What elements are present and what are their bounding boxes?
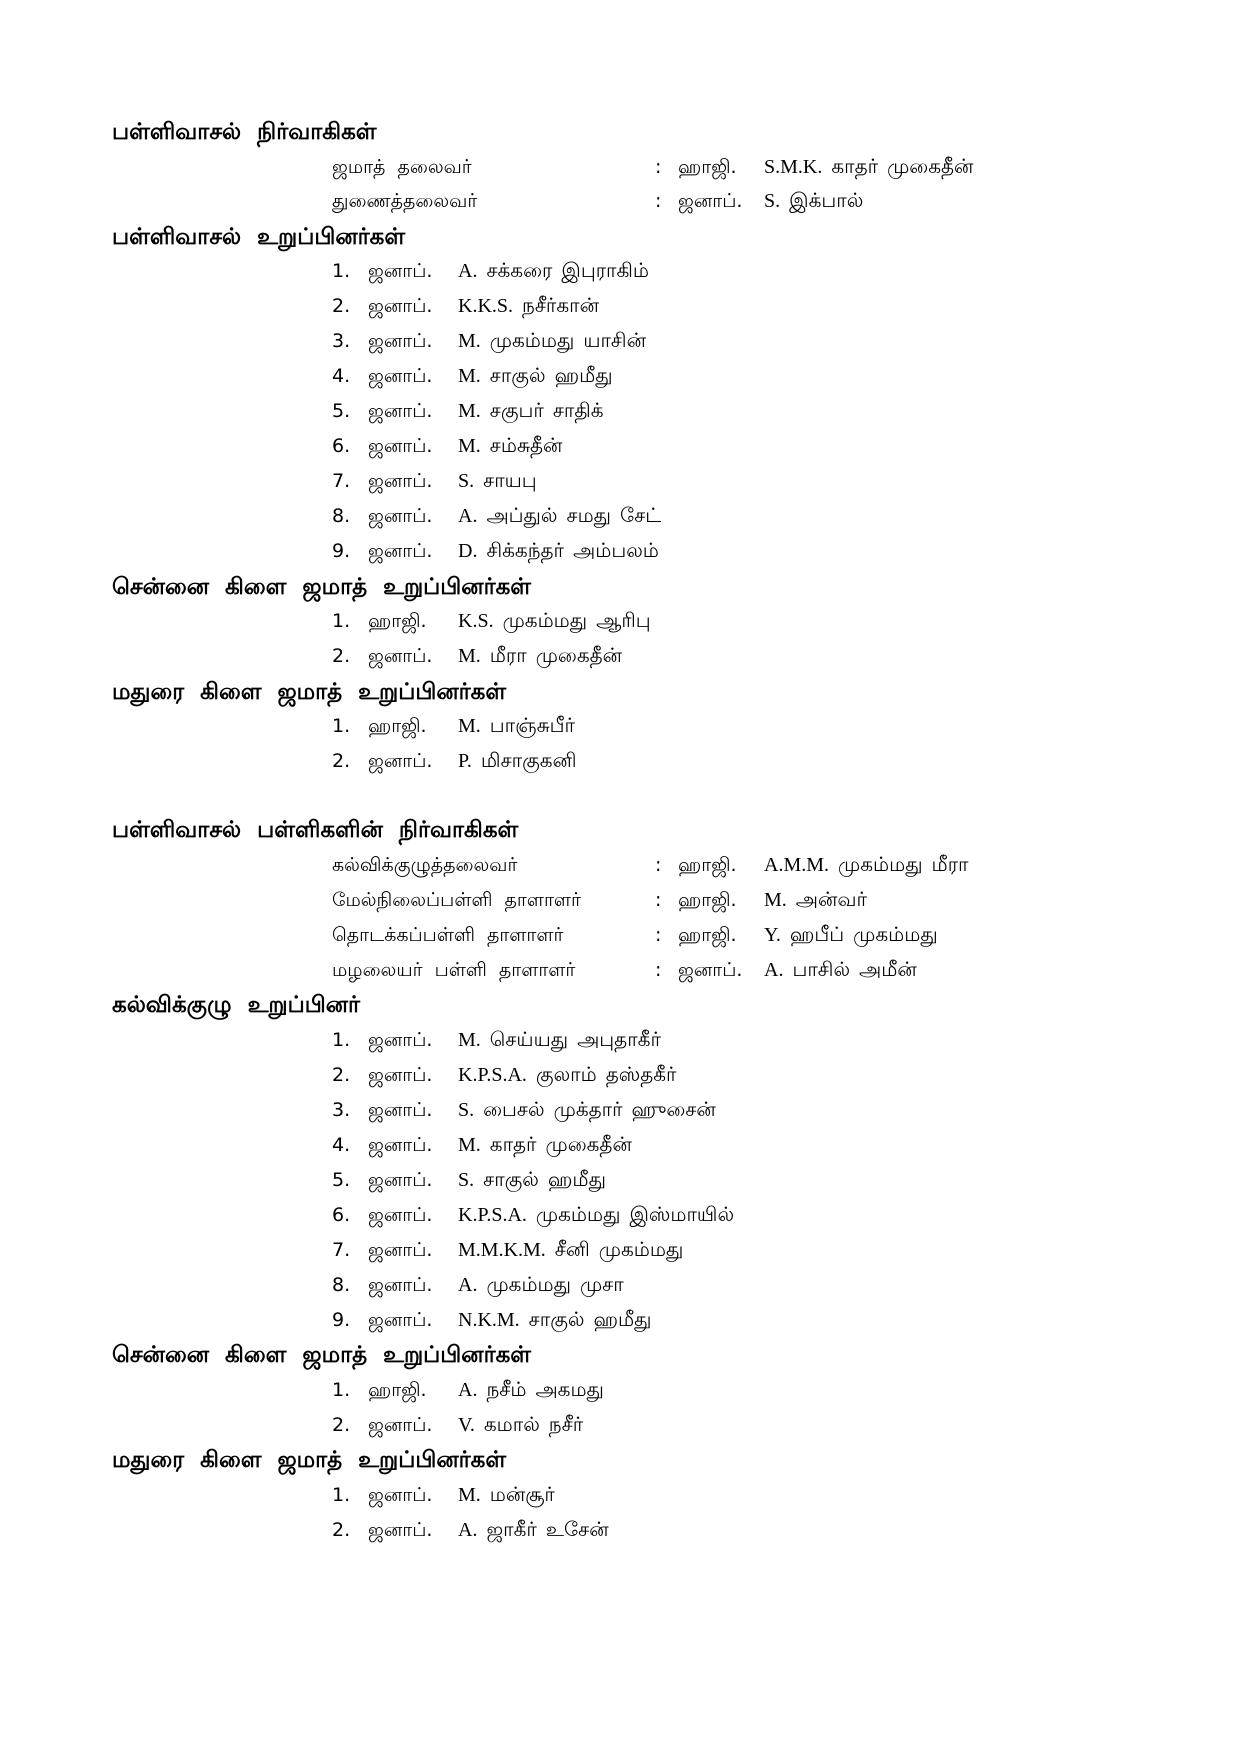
list-item (0, 396, 1240, 426)
officer-row (0, 186, 1240, 216)
member-name: M. சம்சுதீன் (458, 435, 563, 457)
honorific: ஹாஜி . (678, 885, 737, 915)
member-name: A. சக்கரை இபுராகிம் (458, 260, 649, 282)
officer-name: Y. ஹபீப் முகம்மது (764, 924, 938, 946)
officer-row (0, 885, 1240, 915)
officer-row (0, 920, 1240, 950)
item-number: 1 . (332, 1025, 354, 1055)
item-number: 1 . (332, 711, 354, 741)
section-heading-mosque-officers: பள்ளிவாசல் நிர்வாகிகள் (112, 119, 377, 145)
officer-role: ஜமாத் தலைவர் (332, 156, 472, 178)
item-number: 2 . (332, 1515, 354, 1545)
officer-role: துணைத்தலைவர் (332, 190, 478, 212)
member-name: A. அப்துல் சமது சேட் (458, 505, 662, 527)
member-name: P. மிசாகுகனி (458, 750, 577, 772)
section-heading-school-officers: பள்ளிவாசல் பள்ளிகளின் நிர்வாகிகள் (112, 817, 519, 843)
separator-colon: : (655, 156, 662, 178)
separator-colon: : (655, 924, 662, 946)
officer-name: A. பாசில் அமீன் (764, 959, 917, 981)
member-name: D. சிக்கந்தர் அம்பலம் (458, 540, 659, 562)
member-name: M. முகம்மது யாசின் (458, 330, 646, 352)
member-name: K.P.S.A. குலாம் தஸ்தகீர் (458, 1064, 677, 1086)
item-number: 5 . (332, 1165, 354, 1195)
honorific: ஜனாப் . (368, 1095, 432, 1125)
section-heading-chennai-branch: சென்னை கிளை ஜமாத் உறுப்பினர்கள் (112, 574, 532, 600)
item-number: 6 . (332, 431, 354, 461)
member-name: S. பைசல் முக்தார் ஹுசைன் (458, 1099, 716, 1121)
honorific: ஜனாப் . (368, 1235, 432, 1265)
separator-colon: : (655, 959, 662, 981)
item-number: 2 . (332, 1410, 354, 1440)
separator-colon: : (655, 889, 662, 911)
honorific: ஜனாப் . (368, 1025, 432, 1055)
honorific: ஜனாப் . (368, 1060, 432, 1090)
list-item (0, 641, 1240, 671)
list-item (0, 1305, 1240, 1335)
list-item (0, 606, 1240, 636)
honorific: ஜனாப் . (368, 431, 432, 461)
member-name: M. பாஞ்சுபீர் (458, 715, 575, 737)
list-item (0, 1095, 1240, 1125)
list-item (0, 361, 1240, 391)
honorific: ஜனாப் . (368, 641, 432, 671)
list-item (0, 1200, 1240, 1230)
honorific: ஜனாப் . (368, 1270, 432, 1300)
honorific: ஜனாப் . (368, 536, 432, 566)
member-name: V. கமால் நசீர் (458, 1414, 584, 1436)
honorific: ஜனாப் . (368, 291, 432, 321)
item-number: 1 . (332, 256, 354, 286)
officer-role: கல்விக்குழுத்தலைவர் (332, 854, 518, 876)
member-name: M.M.K.M. சீனி முகம்மது (458, 1239, 684, 1261)
member-name: M. சகுபர் சாதிக் (458, 400, 604, 422)
item-number: 1 . (332, 1375, 354, 1405)
list-item (0, 291, 1240, 321)
honorific: ஜனாப் . (678, 186, 742, 216)
officer-name: A.M.M. முகம்மது மீரா (764, 854, 969, 876)
officer-role: தொடக்கப்பள்ளி தாளாளர் (332, 924, 564, 946)
member-name: M. காதர் முகைதீன் (458, 1134, 632, 1156)
item-number: 7 . (332, 466, 354, 496)
honorific: ஜனாப் . (368, 1165, 432, 1195)
honorific: ஜனாப் . (678, 955, 742, 985)
member-name: M. மீரா முகைதீன் (458, 645, 623, 667)
honorific: ஜனாப் . (368, 1305, 432, 1335)
list-item (0, 1165, 1240, 1195)
honorific: ஜனாப் . (368, 501, 432, 531)
officer-name: M. அன்வர் (764, 889, 867, 911)
member-name: K.K.S. நசீர்கான் (458, 295, 600, 317)
list-item (0, 1515, 1240, 1545)
officer-row (0, 152, 1240, 182)
member-name: M. சாகுல் ஹமீது (458, 365, 613, 387)
separator-colon: : (655, 854, 662, 876)
section-heading-madurai-branch: மதுரை கிளை ஜமாத் உறுப்பினர்கள் (112, 679, 507, 705)
honorific: ஜனாப் . (368, 256, 432, 286)
list-item (0, 1270, 1240, 1300)
item-number: 6 . (332, 1200, 354, 1230)
honorific: ஹாஜி . (368, 1375, 427, 1405)
honorific: ஹாஜி . (368, 711, 427, 741)
honorific: ஜனாப் . (368, 746, 432, 776)
section-heading-chennai-branch: சென்னை கிளை ஜமாத் உறுப்பினர்கள் (112, 1342, 532, 1368)
item-number: 9 . (332, 536, 354, 566)
list-item (0, 1480, 1240, 1510)
item-number: 2 . (332, 641, 354, 671)
item-number: 1 . (332, 1480, 354, 1510)
member-name: K.S. முகம்மது ஆரிபு (458, 610, 651, 632)
honorific: ஜனாப் . (368, 396, 432, 426)
section-heading-mosque-members: பள்ளிவாசல் உறுப்பினர்கள் (112, 224, 406, 250)
honorific: ஹாஜி . (678, 850, 737, 880)
honorific: ஹாஜி . (368, 606, 427, 636)
member-name: A. ஜாகீர் உசேன் (458, 1519, 609, 1541)
list-item (0, 326, 1240, 356)
member-name: A. முகம்மது முசா (458, 1274, 624, 1296)
honorific: ஜனாப் . (368, 361, 432, 391)
honorific: ஜனாப் . (368, 326, 432, 356)
list-item (0, 256, 1240, 286)
honorific: ஜனாப் . (368, 466, 432, 496)
honorific: ஜனாப் . (368, 1410, 432, 1440)
officer-name: S.M.K. காதர் முகைதீன் (764, 156, 974, 178)
member-name: M. செய்யது அபுதாகீர் (458, 1029, 661, 1051)
member-name: S. சாயபு (458, 470, 537, 492)
list-item (0, 746, 1240, 776)
member-name: A. நசீம் அகமது (458, 1379, 604, 1401)
item-number: 2 . (332, 291, 354, 321)
item-number: 4 . (332, 361, 354, 391)
officer-row (0, 850, 1240, 880)
member-name: M. மன்சூர் (458, 1484, 555, 1506)
list-item (0, 466, 1240, 496)
list-item (0, 1060, 1240, 1090)
item-number: 8 . (332, 501, 354, 531)
list-item (0, 536, 1240, 566)
list-item (0, 501, 1240, 531)
honorific: ஜனாப் . (368, 1515, 432, 1545)
officer-role: மழலையர் பள்ளி தாளாளர் (332, 959, 576, 981)
list-item (0, 1235, 1240, 1265)
list-item (0, 431, 1240, 461)
honorific: ஹாஜி . (678, 920, 737, 950)
list-item (0, 1410, 1240, 1440)
item-number: 4 . (332, 1130, 354, 1160)
item-number: 3 . (332, 1095, 354, 1125)
item-number: 5 . (332, 396, 354, 426)
honorific: ஜனாப் . (368, 1200, 432, 1230)
section-heading-education-committee: கல்விக்குழு உறுப்பினர் (112, 992, 361, 1018)
section-heading-madurai-branch: மதுரை கிளை ஜமாத் உறுப்பினர்கள் (112, 1447, 507, 1473)
honorific: ஜனாப் . (368, 1130, 432, 1160)
officer-role: மேல்நிலைப்பள்ளி தாளாளர் (332, 889, 581, 911)
item-number: 9 . (332, 1305, 354, 1335)
separator-colon: : (655, 190, 662, 212)
list-item (0, 1375, 1240, 1405)
member-name: N.K.M. சாகுல் ஹமீது (458, 1309, 652, 1331)
item-number: 1 . (332, 606, 354, 636)
item-number: 3 . (332, 326, 354, 356)
honorific: ஜனாப் . (368, 1480, 432, 1510)
member-name: K.P.S.A. முகம்மது இஸ்மாயில் (458, 1204, 735, 1226)
list-item (0, 1130, 1240, 1160)
officer-name: S. இக்பால் (764, 190, 864, 212)
officer-row (0, 955, 1240, 985)
honorific: ஹாஜி . (678, 152, 737, 182)
item-number: 2 . (332, 1060, 354, 1090)
item-number: 2 . (332, 746, 354, 776)
list-item (0, 1025, 1240, 1055)
member-name: S. சாகுல் ஹமீது (458, 1169, 606, 1191)
list-item (0, 711, 1240, 741)
item-number: 7 . (332, 1235, 354, 1265)
item-number: 8 . (332, 1270, 354, 1300)
